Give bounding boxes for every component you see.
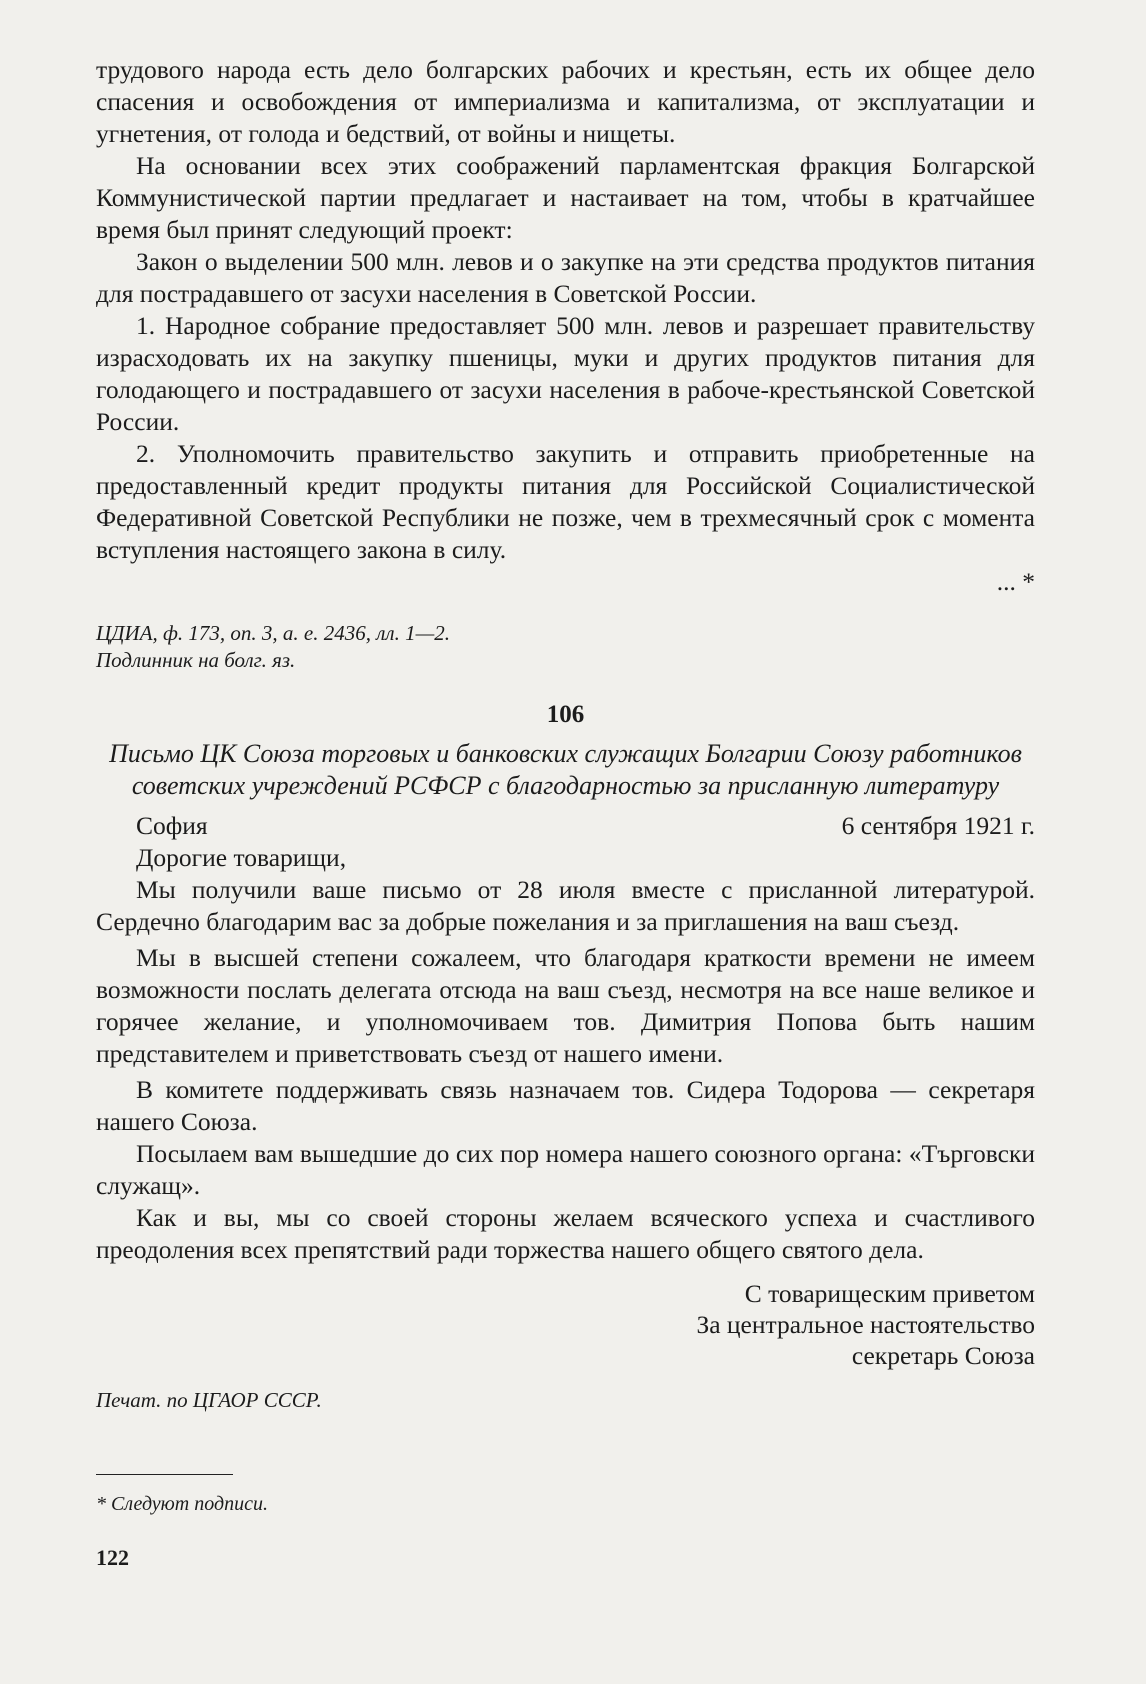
letter-paragraph: Мы в высшей степени сожалеем, что благодаря краткости времени не имеем возможности послать делегата отсюда на ваш съезд, несмотря на все наше великое и горячее желание, и уполномочиваем тов. Димитрия Попова быть нашим представителем и приветствовать съезд от нашего имени. [96, 943, 1035, 1068]
footnote-divider [96, 1474, 233, 1475]
archive-reference-fund: ЦДИА, ф. 173, оп. 3, а. е. 2436, лл. 1—2. [96, 621, 450, 645]
signature-line: С товарищеским приветом [744, 1279, 1035, 1308]
letter-paragraph: Мы получили ваше письмо от 28 июля вместе с присланной литературой. Сердечно благодарим вас за добрые пожелания и за приглашения на ваш съезд. [96, 875, 1035, 936]
document-page [96, 54, 1035, 1571]
archive-reference [96, 620, 1035, 674]
document-date: 6 сентября 1921 г. [841, 811, 1035, 840]
document-place: София [136, 811, 208, 840]
paragraph-proposal-intro: На основании всех этих соображений парламентская фракция Болгарской Коммунистической партии предлагает и настаивает на том, чтобы в кратчайшее время был принят следующий проект: [96, 151, 1035, 244]
paragraph-law-article-1: 1. Народное собрание предоставляет 500 млн. левов и разрешает правительству израсходовать их на закупку пшеницы, муки и других продуктов питания для голодающего и пострадавшего от засухи населения в рабоче-крестьянской Советской России. [96, 311, 1035, 436]
signature-line: секретарь Союза [851, 1341, 1035, 1370]
signature-line: За центральное настоятельство [696, 1310, 1035, 1339]
paragraph-continuation: трудового народа есть дело болгарских рабочих и крестьян, есть их общее дело спасения и освобождения от империализма и капитализма, от эксплуатации и угнетения, от голода и бедствий, от войны и нищеты. [96, 55, 1035, 148]
ellipsis-footnote-mark: ... * [996, 567, 1035, 596]
footnote: * Следуют подписи. [96, 1493, 268, 1515]
signature-block [96, 1278, 1035, 1371]
letter-paragraph: В комитете поддерживать связь назначаем тов. Сидера Тодорова — секретаря нашего Союза. [96, 1075, 1035, 1136]
letter-salutation: Дорогие товарищи, [136, 843, 347, 872]
letter-paragraph: Как и вы, мы со своей стороны желаем всяческого успеха и счастливого преодоления всех препятствий ради торжества нашего общего святого дела. [96, 1203, 1035, 1264]
document-number: 106 [546, 701, 585, 728]
archive-reference-original: Подлинник на болг. яз. [96, 648, 296, 672]
publication-source: Печат. по ЦГАОР СССР. [96, 1388, 322, 1412]
document-title: Письмо ЦК Союза торговых и банковских служащих Болгарии Союзу работников советских учреждений РСФСР с благодарностью за присланную литературу [109, 739, 1022, 800]
place-date-line [96, 810, 1035, 842]
paragraph-law-title: Закон о выделении 500 млн. левов и о закупке на эти средства продуктов питания для пострадавшего от засухи населения в Советской России. [96, 247, 1035, 308]
paragraph-law-article-2: 2. Уполномочить правительство закупить и отправить приобретенные на предоставленный кредит продукты питания для Российской Социалистической Федеративной Советской Республики не позже, чем в трехмесячный срок с момента вступления настоящего закона в силу. [96, 439, 1035, 564]
letter-paragraph: Посылаем вам вышедшие до сих пор номера нашего союзного органа: «Търговски служащ». [96, 1139, 1035, 1200]
page-number: 122 [96, 1545, 129, 1570]
